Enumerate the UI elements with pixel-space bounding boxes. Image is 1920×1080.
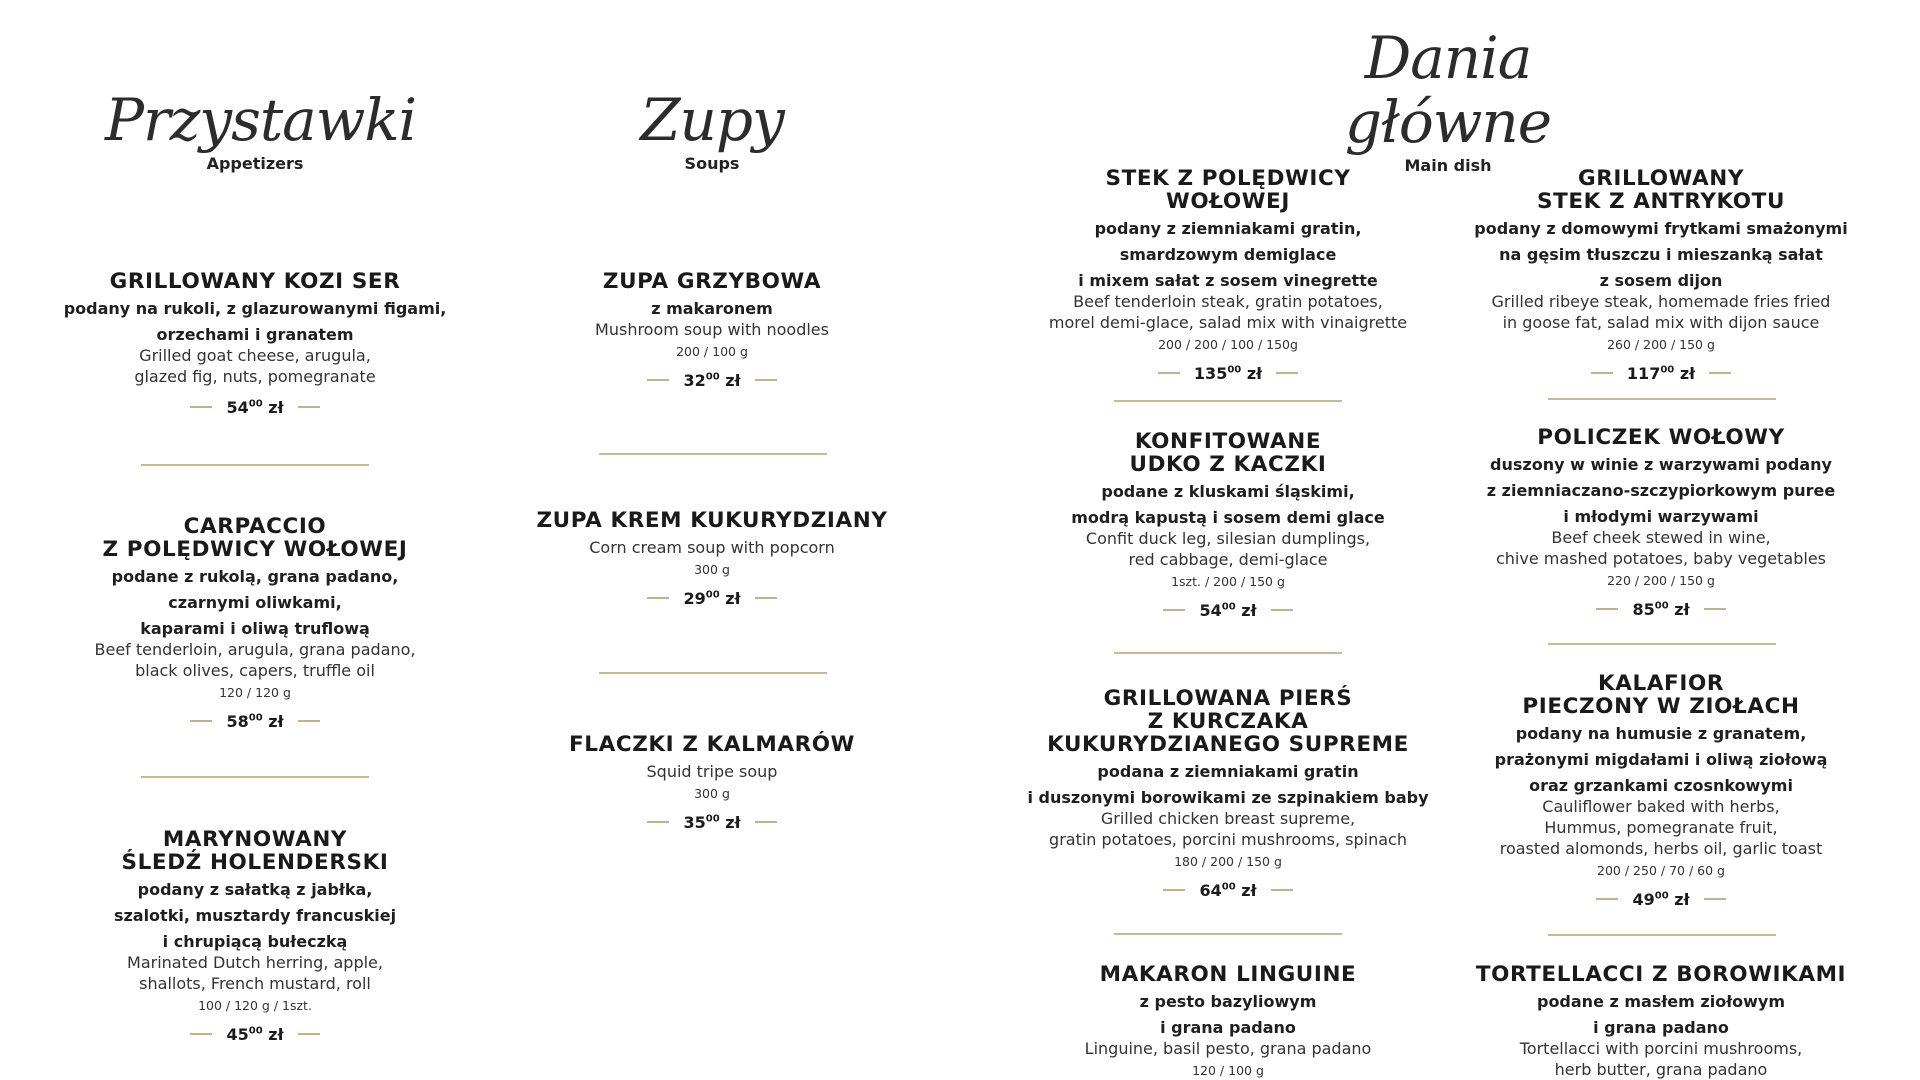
price-cents: 00 [705,813,720,825]
dish-item [30,828,480,1046]
dish-item [1008,430,1448,622]
price-row [30,395,480,419]
price-cents: 00 [248,398,263,410]
price-dash [1163,889,1185,891]
dish-item [30,515,480,733]
price-cents: 00 [248,712,263,724]
price-currency: zł [1246,363,1263,383]
price-cents: 00 [1654,890,1669,902]
price-currency: zł [268,711,284,731]
dish-description-pl: podany na rukoli, z glazurowanymi figami, [63,299,447,318]
dish-description-pl: modrą kapustą i sosem demi glace [1071,508,1385,527]
dish-description-pl: kaparami i oliwą truflową [140,619,370,638]
dish-name: PIECZONY W ZIOŁACH [1522,694,1800,719]
price-dash [755,821,777,823]
dish-name: UDKO Z KACZKI [1129,452,1327,477]
price-row [1441,361,1881,385]
price-amount: 135 [1193,363,1228,383]
dish-description-en: Cauliflower baked with herbs, [1542,797,1780,816]
soups-subtitle: Soups [684,154,740,173]
dish-name: Z KURCZAKA [1147,709,1309,734]
dish-description-pl: szalotki, musztardy francuskiej [113,906,397,925]
price-row [487,586,937,610]
dish-description-en: Hummus, pomegranate fruit, [1544,818,1778,837]
price-dash [1271,609,1293,611]
dish-description-pl: orzechami i granatem [156,325,354,344]
dish-description-pl: podany z domowymi frytkami smażonymi [1474,219,1848,238]
dish-description-en: Mushroom soup with noodles [595,320,829,339]
dish-description-en: Beef tenderloin, arugula, grana padano, [94,640,416,659]
dish-name: KUKURYDZIANEGO SUPREME [1047,732,1409,757]
price-row [1441,887,1881,911]
dish-name: STEK Z ANTRYKOTU [1537,189,1785,214]
price-cents: 00 [1221,601,1236,613]
price-row [30,709,480,733]
dish-description-en: Beef tenderloin steak, gratin potatoes, [1073,292,1383,311]
dish-name: Z POLĘDWICY WOŁOWEJ [102,537,408,562]
dish-description-en: black olives, capers, truffle oil [135,661,375,680]
dish-weight: 220 / 200 / 150 g [1607,573,1715,588]
price-amount: 32 [683,370,706,390]
dish-description-pl: podane z masłem ziołowym [1536,992,1785,1011]
price-currency: zł [1674,889,1690,909]
divider [1548,934,1776,936]
dish-name: STEK Z POLĘDWICY [1105,166,1351,191]
dish-item [1008,167,1448,385]
dish-description-pl: podane z kluskami śląskimi, [1101,482,1355,501]
mains-header [1268,26,1628,175]
dish-weight: 100 / 120 g / 1szt. [198,998,312,1013]
dish-price [1199,881,1256,900]
dish-price [1199,601,1256,620]
dish-price [683,371,740,390]
dish-price [1627,364,1695,383]
price-cents: 00 [705,371,720,383]
price-cents: 00 [248,1025,263,1037]
price-cents: 00 [1654,600,1669,612]
price-dash [1709,372,1731,374]
dish-weight: 200 / 250 / 70 / 60 g [1597,863,1725,878]
divider [1114,652,1342,654]
price-amount: 35 [683,812,706,832]
price-row [487,368,937,392]
dish-description-en: Linguine, basil pesto, grana padano [1084,1039,1372,1058]
dish-name: POLICZEK WOŁOWY [1537,425,1785,450]
dish-description-pl: oraz grzankami czosnkowymi [1529,776,1793,795]
price-currency: zł [725,588,741,608]
dish-description-en: Confit duck leg, silesian dumplings, [1085,529,1371,548]
price-dash [755,379,777,381]
dish-description-en: chive mashed potatoes, baby vegetables [1495,549,1826,568]
dish-price [683,589,740,608]
dish-description-en: Corn cream soup with popcorn [589,538,835,557]
dish-description-pl: i grana padano [1160,1018,1296,1037]
dish-item [1441,426,1881,621]
price-amount: 117 [1626,363,1661,383]
dish-description-pl: i grana padano [1593,1018,1729,1037]
appetizers-script-title: Przystawki [105,86,417,154]
price-dash [1163,609,1185,611]
price-dash [755,597,777,599]
dish-name: TORTELLACCI Z BOROWIKAMI [1475,962,1847,987]
dish-description-en: herb butter, grana padano [1554,1060,1768,1079]
divider [141,464,369,466]
mains-script-title: Dania główne [1344,24,1552,156]
price-dash [647,597,669,599]
dish-price [226,712,283,731]
dish-name: GRILLOWANY [1577,166,1745,191]
dish-name: CARPACCIO [183,514,327,539]
dish-description-en: roasted alomonds, herbs oil, garlic toast [1499,839,1823,858]
dish-weight: 120 / 100 g [1192,1063,1264,1078]
dish-description-pl: i duszonymi borowikami ze szpinakiem baby [1027,788,1429,807]
price-dash [647,379,669,381]
dish-description-pl: podany na humusie z granatem, [1515,724,1807,743]
price-dash [1596,608,1618,610]
dish-name: FLACZKI Z KALMARÓW [569,732,855,757]
divider [599,453,827,455]
appetizers-subtitle: Appetizers [206,154,304,173]
price-cents: 00 [1660,364,1675,376]
dish-description-pl: z sosem dijon [1599,271,1723,290]
dish-price [1194,364,1262,383]
dish-weight: 200 / 100 g [676,344,748,359]
dish-description-en: Tortellacci with porcini mushrooms, [1519,1039,1803,1058]
dish-name: GRILLOWANA PIERŚ [1103,686,1353,711]
dish-weight: 300 g [694,786,730,801]
dish-description-en: in goose fat, salad mix with dijon sauce [1502,313,1820,332]
price-currency: zł [725,370,741,390]
price-amount: 49 [1632,889,1655,909]
dish-item [30,270,480,419]
dish-description-pl: i chrupiącą bułeczką [162,932,348,951]
dish-description-en: Grilled chicken breast supreme, [1100,809,1356,828]
price-dash [298,406,320,408]
price-dash [190,406,212,408]
dish-description-pl: prażonymi migdałami i oliwą ziołową [1494,750,1828,769]
dish-description-pl: i młodymi warzywami [1563,507,1759,526]
dish-description-pl: z pesto bazyliowym [1139,992,1317,1011]
dish-item [1008,963,1448,1079]
price-dash [1591,372,1613,374]
dish-item [1441,167,1881,385]
soups-script-title: Zupy [640,86,784,154]
dish-description-en: Grilled ribeye steak, homemade fries fried [1491,292,1831,311]
dish-description-en: shallots, French mustard, roll [139,974,371,993]
dish-name: ZUPA GRZYBOWA [602,269,822,294]
dish-item [1441,672,1881,911]
price-row [1441,597,1881,621]
dish-description-pl: smardzowym demiglace [1119,245,1337,264]
price-amount: 54 [226,397,249,417]
price-dash [298,1033,320,1035]
divider [1114,933,1342,935]
price-dash [1704,608,1726,610]
price-currency: zł [725,812,741,832]
dish-name: KONFITOWANE [1134,429,1322,454]
price-cents: 00 [1221,881,1236,893]
dish-description-pl: na gęsim tłuszczu i mieszanką sałat [1499,245,1823,264]
price-currency: zł [1241,600,1257,620]
price-amount: 29 [683,588,706,608]
dish-price [683,813,740,832]
divider [141,776,369,778]
dish-description-pl: z makaronem [651,299,773,318]
price-row [30,1022,480,1046]
price-dash [298,720,320,722]
dish-weight: 300 g [694,562,730,577]
appetizers-header [105,86,417,173]
price-row [1008,598,1448,622]
dish-description-en: morel demi-glace, salad mix with vinaigrette [1048,313,1408,332]
price-cents: 00 [705,589,720,601]
price-currency: zł [1674,599,1690,619]
dish-name: WOŁOWEJ [1166,189,1290,214]
dish-item [1441,963,1881,1080]
dish-description-en: Squid tripe soup [646,762,778,781]
price-cents: 00 [1227,364,1242,376]
dish-price [1632,890,1689,909]
dish-price [226,398,283,417]
price-amount: 58 [226,711,249,731]
dish-description-pl: podana z ziemniakami gratin [1097,762,1359,781]
dish-description-pl: duszony w winie z warzywami podany [1490,455,1832,474]
dish-weight: 1szt. / 200 / 150 g [1171,574,1285,589]
price-dash [1596,898,1618,900]
dish-weight: 200 / 200 / 100 / 150g [1158,337,1298,352]
dish-price [1632,600,1689,619]
soups-header [562,88,862,173]
price-currency: zł [1241,880,1257,900]
price-row [1008,878,1448,902]
dish-description-pl: podany z sałatką z jabłka, [137,880,373,899]
price-dash [1276,372,1298,374]
price-row [487,810,937,834]
dish-description-pl: i mixem sałat z sosem vinegrette [1078,271,1378,290]
price-amount: 54 [1199,600,1222,620]
dish-description-en: Beef cheek stewed in wine, [1551,528,1771,547]
price-currency: zł [268,1024,284,1044]
dish-name: MARYNOWANY [162,827,348,852]
divider [1548,398,1776,400]
price-dash [1271,889,1293,891]
price-dash [190,1033,212,1035]
dish-name: KALAFIOR [1598,671,1724,696]
dish-description-en: Marinated Dutch herring, apple, [127,953,383,972]
dish-description-pl: podane z rukolą, grana padano, [111,567,399,586]
dish-item [487,733,937,834]
dish-name: MAKARON LINGUINE [1099,962,1357,987]
dish-weight: 120 / 120 g [219,685,291,700]
price-amount: 45 [226,1024,249,1044]
price-dash [1158,372,1180,374]
dish-description-en: gratin potatoes, porcini mushrooms, spinach [1049,830,1407,849]
dish-description-en: red cabbage, demi-glace [1128,550,1328,569]
dish-item [1008,687,1448,902]
price-dash [1704,898,1726,900]
price-dash [190,720,212,722]
dish-weight: 260 / 200 / 150 g [1607,337,1715,352]
dish-description-pl: czarnymi oliwkami, [168,593,342,612]
dish-name: GRILLOWANY KOZI SER [109,269,401,294]
price-currency: zł [1679,363,1696,383]
dish-item [487,270,937,392]
divider [1548,643,1776,645]
price-amount: 85 [1632,599,1655,619]
dish-description-pl: podany z ziemniakami gratin, [1094,219,1362,238]
price-currency: zł [268,397,284,417]
dish-name: ZUPA KREM KUKURYDZIANY [536,508,888,533]
dish-weight: 180 / 200 / 150 g [1174,854,1282,869]
dish-description-pl: z ziemniaczano-szczypiorkowym puree [1486,481,1836,500]
dish-name: ŚLEDŹ HOLENDERSKI [121,850,389,875]
price-dash [647,821,669,823]
dish-description-en: Grilled goat cheese, arugula, [139,346,371,365]
dish-item [487,509,937,610]
dish-description-en: glazed fig, nuts, pomegranate [134,367,376,386]
dish-price [226,1025,283,1044]
price-amount: 64 [1199,880,1222,900]
divider [599,672,827,674]
divider [1114,400,1342,402]
price-row [1008,361,1448,385]
mains-subtitle: Main dish [1404,156,1492,175]
